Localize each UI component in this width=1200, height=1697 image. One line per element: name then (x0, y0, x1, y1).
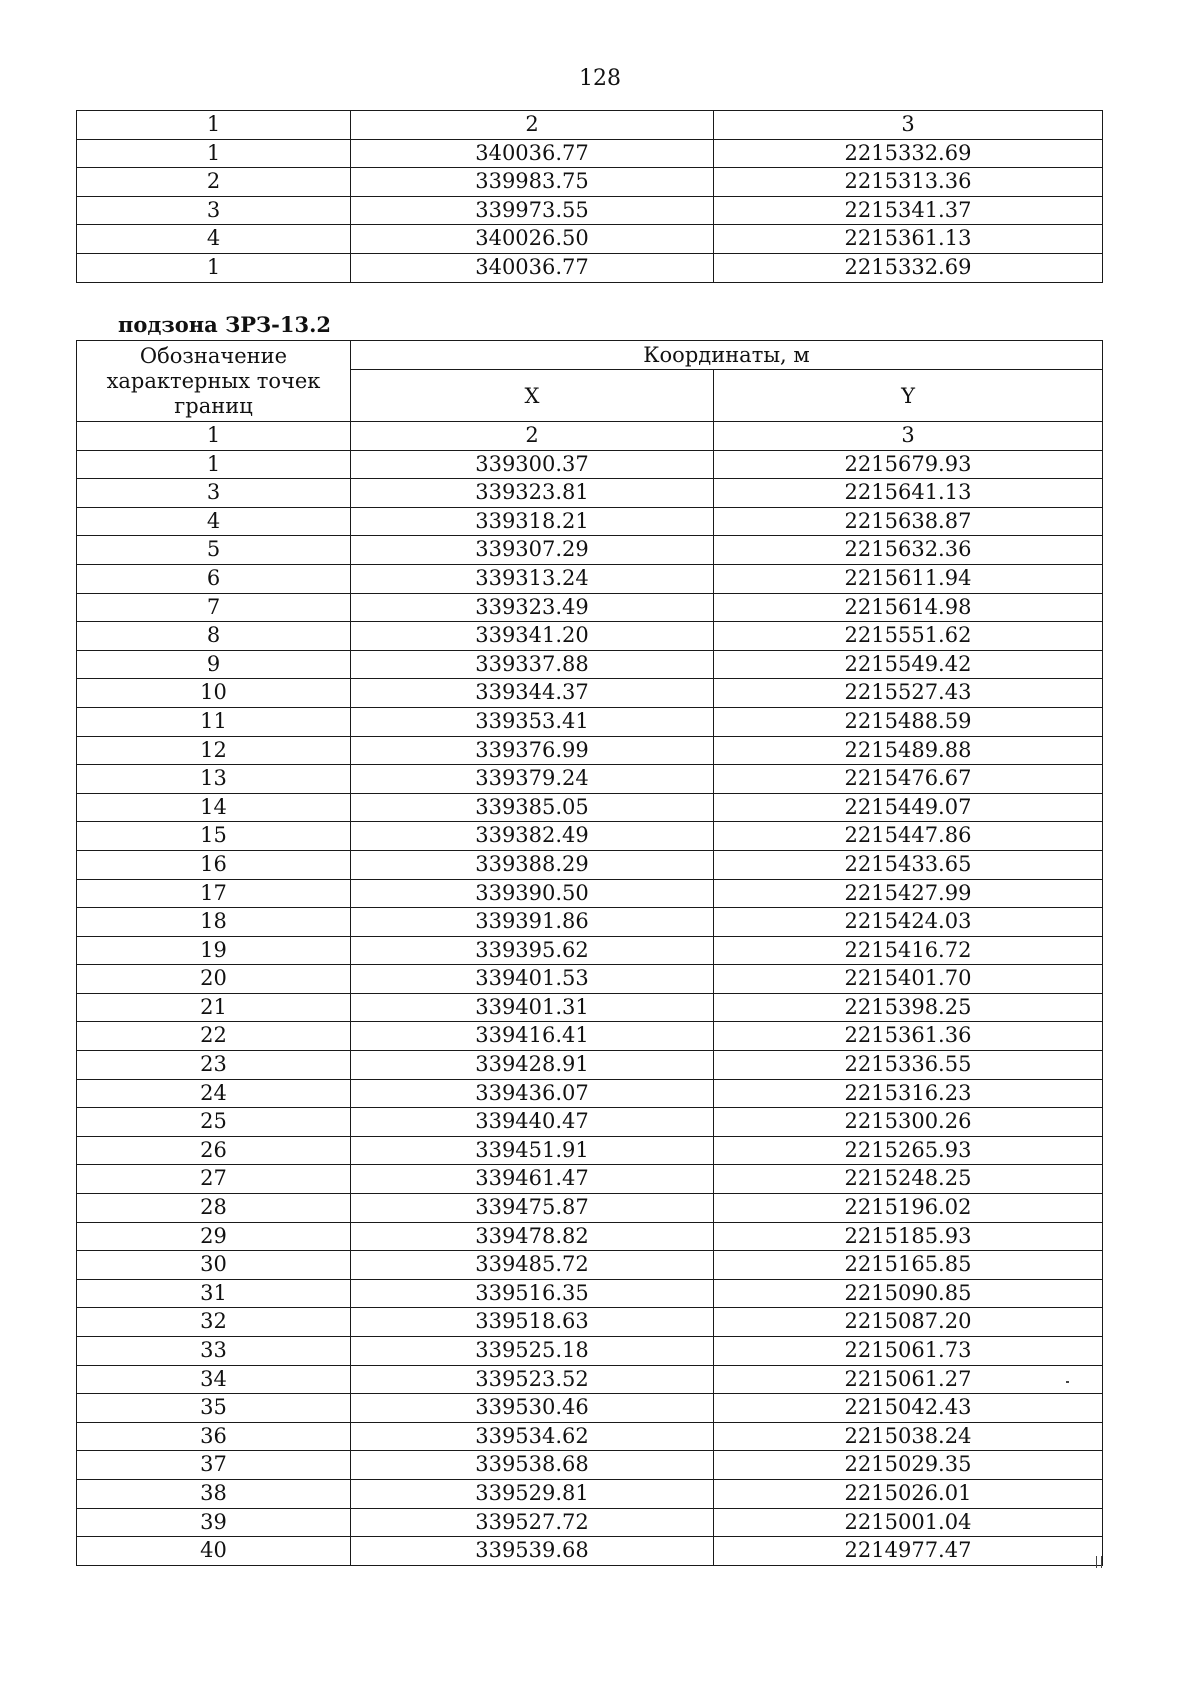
point-number: 11 (77, 707, 351, 736)
scan-dot (1066, 1381, 1069, 1383)
table-row (77, 707, 1103, 736)
coordinate-y: 2215090.85 (714, 1279, 1103, 1308)
coordinate-x: 339390.50 (351, 879, 714, 908)
column-number-1: 1 (77, 422, 351, 451)
table-row (77, 1308, 1103, 1337)
coordinate-x: 339401.31 (351, 993, 714, 1022)
coordinate-y: 2215449.07 (714, 793, 1103, 822)
coordinate-y: 2215265.93 (714, 1136, 1103, 1165)
header-point-label: Обозначение характерных точек границ (77, 341, 351, 422)
point-number: 3 (77, 479, 351, 508)
coordinate-x: 339539.68 (351, 1537, 714, 1566)
table-row (77, 765, 1103, 794)
coordinate-y: 2214977.47 (714, 1537, 1103, 1566)
point-number: 17 (77, 879, 351, 908)
point-number: 19 (77, 936, 351, 965)
coordinate-y: 2215416.72 (714, 936, 1103, 965)
coordinate-x: 339353.41 (351, 707, 714, 736)
point-number: 22 (77, 1022, 351, 1051)
coordinate-y: 2215316.23 (714, 1079, 1103, 1108)
coordinate-x: 339300.37 (351, 450, 714, 479)
coordinate-x: 339323.81 (351, 479, 714, 508)
table-row (77, 993, 1103, 1022)
table-row (77, 225, 1103, 254)
point-number: 7 (77, 593, 351, 622)
coordinate-y: 2215632.36 (714, 536, 1103, 565)
point-number: 4 (77, 507, 351, 536)
coordinate-x: 339440.47 (351, 1108, 714, 1137)
table-row (77, 822, 1103, 851)
table-row (77, 1079, 1103, 1108)
table-row (77, 1365, 1103, 1394)
coordinate-y: 2215332.69 (714, 139, 1103, 168)
coordinate-y: 2215489.88 (714, 736, 1103, 765)
table-row (77, 168, 1103, 197)
coordinate-y: 2215087.20 (714, 1308, 1103, 1337)
table-row (77, 1451, 1103, 1480)
coordinate-x: 339341.20 (351, 622, 714, 651)
coordinate-x: 339523.52 (351, 1365, 714, 1394)
point-number: 30 (77, 1251, 351, 1280)
table-row (77, 1422, 1103, 1451)
table-row (77, 1337, 1103, 1366)
column-number-row (77, 111, 1103, 140)
coordinate-x: 339461.47 (351, 1165, 714, 1194)
table-row (77, 650, 1103, 679)
coordinate-y: 2215026.01 (714, 1479, 1103, 1508)
coordinate-y: 2215549.42 (714, 650, 1103, 679)
coordinate-x: 339323.49 (351, 593, 714, 622)
coordinate-y: 2215398.25 (714, 993, 1103, 1022)
scan-mark (1096, 1556, 1097, 1568)
coordinate-x: 339318.21 (351, 507, 714, 536)
point-number: 12 (77, 736, 351, 765)
coordinate-x: 339382.49 (351, 822, 714, 851)
coordinate-x: 339534.62 (351, 1422, 714, 1451)
coordinate-y: 2215313.36 (714, 168, 1103, 197)
coordinate-x: 339416.41 (351, 1022, 714, 1051)
table-row (77, 196, 1103, 225)
coordinate-y: 2215061.27 (714, 1365, 1103, 1394)
point-number: 9 (77, 650, 351, 679)
point-number: 34 (77, 1365, 351, 1394)
table-row (77, 593, 1103, 622)
coordinate-y: 2215679.93 (714, 450, 1103, 479)
coordinate-y: 2215401.70 (714, 965, 1103, 994)
point-number: 35 (77, 1394, 351, 1423)
coordinate-y: 2215001.04 (714, 1508, 1103, 1537)
page-number: 128 (579, 66, 621, 91)
point-number: 26 (77, 1136, 351, 1165)
coordinate-x: 339379.24 (351, 765, 714, 794)
coordinate-x: 340026.50 (351, 225, 714, 254)
coordinate-y: 2215433.65 (714, 850, 1103, 879)
table-row (77, 1222, 1103, 1251)
table-row (77, 936, 1103, 965)
table-row (77, 1165, 1103, 1194)
point-number: 15 (77, 822, 351, 851)
point-number: 31 (77, 1279, 351, 1308)
coordinate-x: 339307.29 (351, 536, 714, 565)
table-row (77, 1394, 1103, 1423)
point-number: 18 (77, 908, 351, 937)
coordinate-y: 2215341.37 (714, 196, 1103, 225)
table-row (77, 536, 1103, 565)
point-number: 23 (77, 1051, 351, 1080)
point-number: 6 (77, 564, 351, 593)
coordinate-x: 339525.18 (351, 1337, 714, 1366)
point-number: 40 (77, 1537, 351, 1566)
coordinate-x: 339973.55 (351, 196, 714, 225)
point-number: 1 (77, 450, 351, 479)
table-row (77, 965, 1103, 994)
coordinate-y: 2215361.36 (714, 1022, 1103, 1051)
coordinate-x: 340036.77 (351, 139, 714, 168)
coordinate-y: 2215042.43 (714, 1394, 1103, 1423)
coordinate-x: 339518.63 (351, 1308, 714, 1337)
point-number: 10 (77, 679, 351, 708)
point-number: 33 (77, 1337, 351, 1366)
coordinate-y: 2215641.13 (714, 479, 1103, 508)
column-number-row (77, 422, 1103, 451)
point-number: 13 (77, 765, 351, 794)
table-row (77, 253, 1103, 282)
table-row (77, 450, 1103, 479)
point-number: 2 (77, 168, 351, 197)
coordinate-y: 2215196.02 (714, 1194, 1103, 1223)
coordinate-x: 339983.75 (351, 168, 714, 197)
coordinate-x: 339401.53 (351, 965, 714, 994)
point-number: 1 (77, 139, 351, 168)
point-number: 24 (77, 1079, 351, 1108)
coordinate-x: 339451.91 (351, 1136, 714, 1165)
coordinate-y: 2215527.43 (714, 679, 1103, 708)
table-row (77, 1251, 1103, 1280)
coordinate-y: 2215300.26 (714, 1108, 1103, 1137)
coordinate-x: 339485.72 (351, 1251, 714, 1280)
point-number: 4 (77, 225, 351, 254)
point-number: 29 (77, 1222, 351, 1251)
point-number: 36 (77, 1422, 351, 1451)
coordinate-x: 339388.29 (351, 850, 714, 879)
coordinate-x: 339529.81 (351, 1479, 714, 1508)
coordinate-y: 2215248.25 (714, 1165, 1103, 1194)
header-y: Y (714, 370, 1103, 422)
coordinate-x: 339436.07 (351, 1079, 714, 1108)
table-row (77, 1279, 1103, 1308)
coordinate-x: 339527.72 (351, 1508, 714, 1537)
point-number: 39 (77, 1508, 351, 1537)
table-row (77, 1022, 1103, 1051)
coordinate-x: 339391.86 (351, 908, 714, 937)
column-number-2: 2 (351, 422, 714, 451)
table-row (77, 1051, 1103, 1080)
coordinate-x: 340036.77 (351, 253, 714, 282)
header-coordinates-label: Координаты, м (351, 341, 1103, 370)
table-row (77, 1136, 1103, 1165)
column-number-2: 2 (351, 111, 714, 140)
coordinate-x: 339385.05 (351, 793, 714, 822)
coordinate-x: 339516.35 (351, 1279, 714, 1308)
coordinate-y: 2215165.85 (714, 1251, 1103, 1280)
point-number: 14 (77, 793, 351, 822)
table-row (77, 479, 1103, 508)
coordinate-y: 2215447.86 (714, 822, 1103, 851)
point-number: 8 (77, 622, 351, 651)
coordinate-y: 2215185.93 (714, 1222, 1103, 1251)
point-number: 3 (77, 196, 351, 225)
table-row (77, 793, 1103, 822)
column-number-3: 3 (714, 111, 1103, 140)
coordinate-x: 339376.99 (351, 736, 714, 765)
point-number: 38 (77, 1479, 351, 1508)
column-number-3: 3 (714, 422, 1103, 451)
coordinate-y: 2215336.55 (714, 1051, 1103, 1080)
table-body (77, 111, 1103, 283)
point-number: 16 (77, 850, 351, 879)
coordinate-x: 339313.24 (351, 564, 714, 593)
subzone-title: подзона ЗРЗ-13.2 (118, 312, 332, 337)
point-number: 37 (77, 1451, 351, 1480)
coordinate-y: 2215638.87 (714, 507, 1103, 536)
coordinate-x: 339530.46 (351, 1394, 714, 1423)
coordinate-y: 2215476.67 (714, 765, 1103, 794)
table-row (77, 1194, 1103, 1223)
table-row (77, 879, 1103, 908)
coordinate-y: 2215424.03 (714, 908, 1103, 937)
table-row (77, 908, 1103, 937)
coordinate-y: 2215038.24 (714, 1422, 1103, 1451)
table-row (77, 736, 1103, 765)
coordinate-x: 339337.88 (351, 650, 714, 679)
table-row (77, 1537, 1103, 1566)
coordinates-table-continued (76, 110, 1103, 283)
table-row (77, 1479, 1103, 1508)
table-row (77, 139, 1103, 168)
table-row (77, 850, 1103, 879)
coordinate-x: 339538.68 (351, 1451, 714, 1480)
point-number: 20 (77, 965, 351, 994)
coordinate-y: 2215029.35 (714, 1451, 1103, 1480)
header-row-top (77, 341, 1103, 370)
point-number: 21 (77, 993, 351, 1022)
coordinate-x: 339428.91 (351, 1051, 714, 1080)
coordinate-y: 2215488.59 (714, 707, 1103, 736)
coordinate-y: 2215614.98 (714, 593, 1103, 622)
coordinate-x: 339475.87 (351, 1194, 714, 1223)
coordinate-x: 339344.37 (351, 679, 714, 708)
coordinates-table-subzone (76, 340, 1103, 1566)
point-number: 25 (77, 1108, 351, 1137)
point-number: 27 (77, 1165, 351, 1194)
column-number-1: 1 (77, 111, 351, 140)
coordinate-y: 2215061.73 (714, 1337, 1103, 1366)
coordinate-y: 2215361.13 (714, 225, 1103, 254)
scan-mark (1101, 1556, 1102, 1568)
coordinate-y: 2215427.99 (714, 879, 1103, 908)
table-row (77, 507, 1103, 536)
coordinate-y: 2215611.94 (714, 564, 1103, 593)
header-x: X (351, 370, 714, 422)
point-number: 28 (77, 1194, 351, 1223)
coordinate-x: 339395.62 (351, 936, 714, 965)
table-row (77, 564, 1103, 593)
point-number: 5 (77, 536, 351, 565)
table-row (77, 1508, 1103, 1537)
coordinate-y: 2215551.62 (714, 622, 1103, 651)
table-row (77, 622, 1103, 651)
table-row (77, 1108, 1103, 1137)
coordinate-x: 339478.82 (351, 1222, 714, 1251)
coordinate-y: 2215332.69 (714, 253, 1103, 282)
table-row (77, 679, 1103, 708)
point-number: 1 (77, 253, 351, 282)
table-body (77, 341, 1103, 1566)
point-number: 32 (77, 1308, 351, 1337)
